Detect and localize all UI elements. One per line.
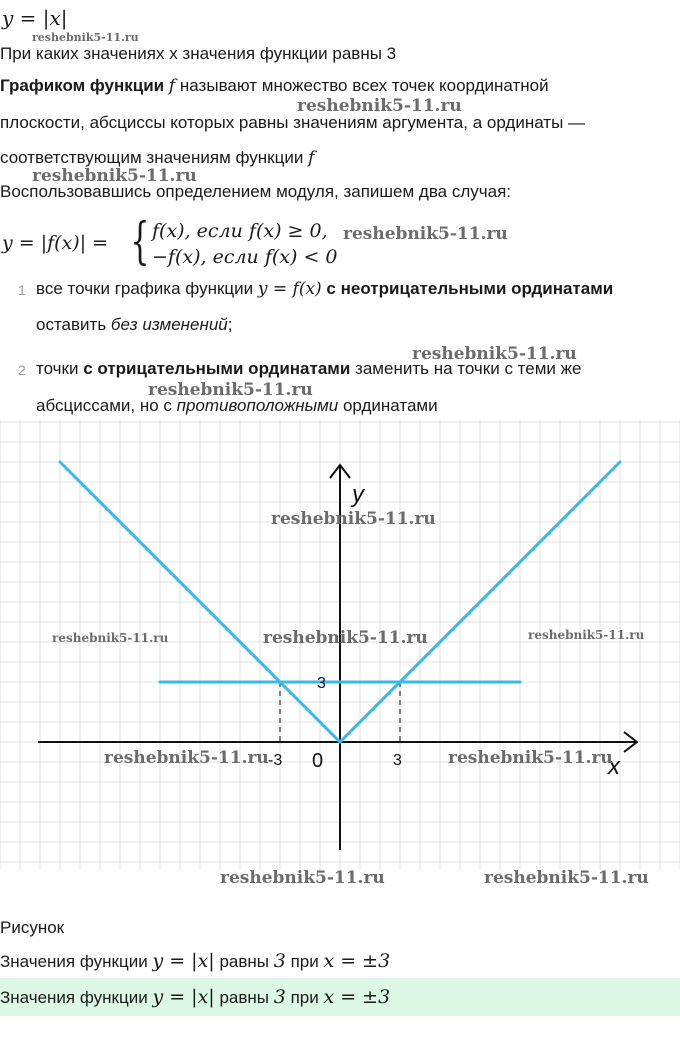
answer-block — [0, 978, 680, 1016]
step-number: 1 — [18, 282, 26, 298]
step-1-text2: оставить — [36, 315, 107, 334]
origin-label: 0 — [312, 750, 324, 772]
watermark: reshebnik5-11.ru — [484, 868, 649, 888]
x-axis-label: x — [608, 753, 620, 780]
definition-line1 — [0, 76, 549, 96]
step-2-text4: ординатами — [342, 396, 438, 415]
answer-formula: y = |x| — [152, 986, 215, 1008]
definition-line3-text: соответствующим значениям функции — [0, 148, 304, 167]
watermark: reshebnik5-11.ru — [297, 96, 462, 116]
step-number: 2 — [18, 362, 26, 378]
answer-text2: равны — [219, 988, 270, 1007]
step-1-line2 — [36, 315, 232, 335]
step-2-text2: заменить на точки с теми же — [355, 359, 582, 378]
answer-value: 3 — [273, 986, 286, 1008]
step-1-semicolon: ; — [227, 315, 233, 334]
figure-caption: Рисунок — [0, 918, 65, 937]
answer-x: x = ±3 — [323, 986, 391, 1008]
result-text2: равны — [219, 952, 270, 971]
watermark: reshebnik5-11.ru — [271, 509, 436, 529]
watermark: reshebnik5-11.ru — [263, 628, 428, 648]
watermark: reshebnik5-11.ru — [448, 748, 613, 768]
cases-line2: −f(x), если f(x) < 0 — [152, 246, 338, 268]
definition-f2: f — [308, 148, 315, 168]
answer-line — [0, 986, 390, 1008]
cases-lhs: y = |f(x)| = — [2, 232, 109, 254]
intro-text: Воспользовавшись определением модуля, запишем два случая: — [0, 182, 512, 201]
watermark: reshebnik5-11.ru — [148, 380, 313, 400]
step-1-line1 — [36, 279, 613, 299]
tick-label-x-neg: -3 — [268, 752, 283, 769]
watermark: reshebnik5-11.ru — [528, 628, 645, 642]
step-1-formula: y = f(x) — [257, 279, 322, 299]
result-text1: Значения функции — [0, 952, 148, 971]
step-1-bold: с неотрицательными ординатами — [326, 279, 614, 298]
watermark: reshebnik5-11.ru — [32, 166, 197, 186]
answer-text3: при — [290, 988, 319, 1007]
step-2-bold: с отрицательными ординатами — [83, 359, 351, 378]
result-value: 3 — [273, 950, 286, 972]
watermark: reshebnik5-11.ru — [343, 224, 508, 244]
cases-line1: f(x), если f(x) ≥ 0, — [152, 220, 328, 242]
definition-rest: называют множество всех точек координатной — [179, 76, 549, 95]
step-1-italic: без изменений — [110, 315, 228, 334]
watermark: reshebnik5-11.ru — [412, 344, 577, 364]
y-axis-label: y — [352, 481, 364, 508]
tick-label-x-pos: 3 — [393, 752, 402, 769]
step-2-text: точки — [36, 359, 79, 378]
result-text3: при — [290, 952, 319, 971]
definition-f: f — [168, 76, 176, 96]
question-text — [0, 44, 396, 64]
step-2-text3: абсциссами, но с — [36, 396, 172, 415]
header-formula: y = |x| — [2, 6, 68, 30]
definition-bold: Графиком функции — [0, 76, 165, 95]
result-x: x = ±3 — [323, 950, 391, 972]
answer-text1: Значения функции — [0, 988, 148, 1007]
watermark: reshebnik5-11.ru — [52, 631, 169, 645]
watermark: reshebnik5-11.ru — [104, 748, 269, 768]
cases-brace: { — [130, 212, 150, 270]
step-2-italic: противоположными — [176, 396, 339, 415]
question-label: При каких значениях x значения функции равны 3 — [0, 44, 397, 63]
watermark: reshebnik5-11.ru — [32, 31, 139, 44]
tick-label-y-pos: 3 — [317, 675, 326, 692]
definition-line3 — [0, 148, 314, 168]
result-line — [0, 950, 390, 972]
definition-line2: плоскости, абсциссы которых равны значениям аргумента, а ординаты — — [0, 113, 586, 132]
result-formula: y = |x| — [152, 950, 215, 972]
watermark: reshebnik5-11.ru — [220, 868, 385, 888]
step-1-text: все точки графика функции — [36, 279, 254, 298]
